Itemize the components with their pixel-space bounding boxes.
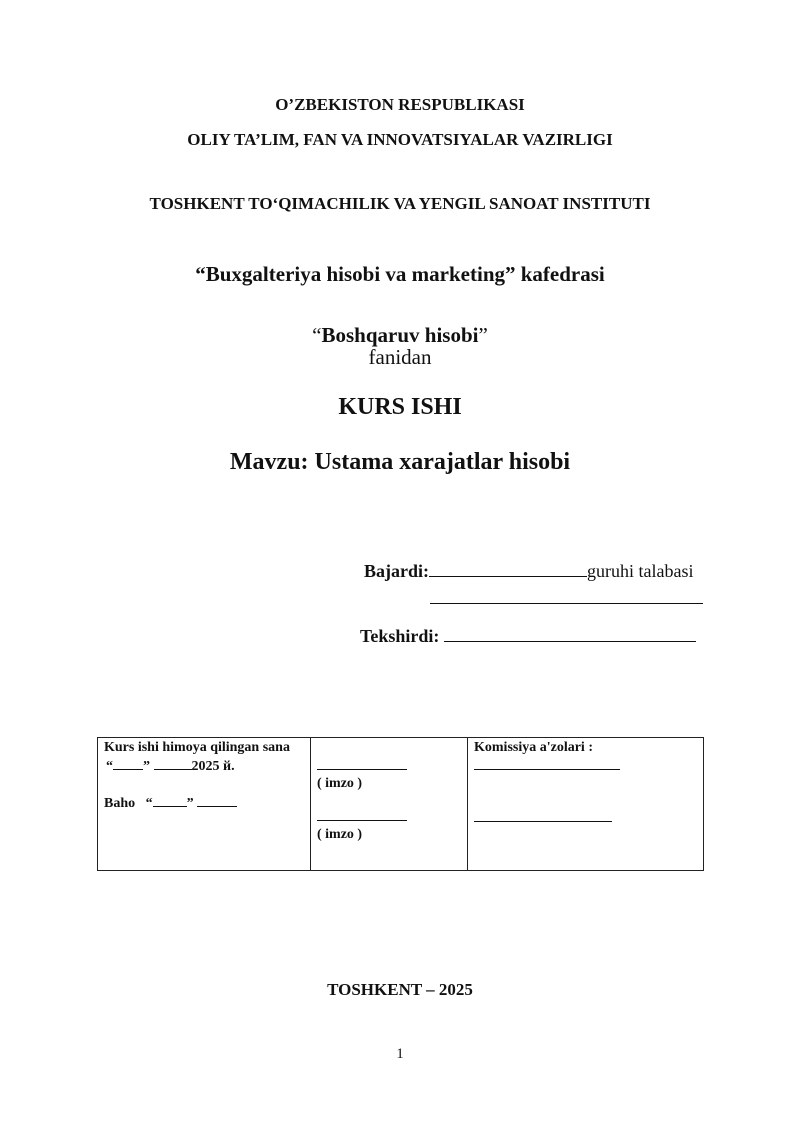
checked-blank-line [444,627,696,642]
performed-blank-line [429,562,587,577]
grade-row [104,793,304,812]
ministry-heading: OLIY TA’LIM, FAN VA INNOVATSIYALAR VAZIRLIGI [187,130,613,149]
grade-open-quote: “ [145,796,153,811]
commission-cell [468,738,704,871]
commission-line-1-row [474,756,697,775]
date-close-quote: ” [143,759,150,774]
commission-line-2-row [474,808,697,827]
signature-label-2: ( imzo ) [317,827,363,842]
grade-label: Baho [104,796,136,811]
department-title: “Buxgalteriya hisobi va marketing” kafedrasi [195,262,605,286]
republic-heading: O’ZBEKISTON RESPUBLIKASI [275,95,525,114]
defense-date-label: Kurs ishi himoya qilingan sana [104,740,290,755]
commission-label: Komissiya a'zolari : [474,740,593,755]
signature-line-1-row [317,756,461,775]
grade-line-1 [153,793,187,807]
page-number: 1 [396,1046,404,1062]
institute-heading: TOSHKENT TO‘QIMACHILIK VA YENGIL SANOAT INSTITUTI [149,194,651,213]
commission-line-2 [474,808,612,822]
defense-date-row [104,756,304,775]
signature-label-1: ( imzo ) [317,776,363,791]
signature-cell [311,738,468,871]
subject-name: Boshqaruv hisobi [321,323,479,347]
subject-suffix: fanidan [368,345,432,369]
checked-by-row [360,626,696,647]
subject-close-quote: ” [478,323,488,347]
date-day-line [113,756,143,770]
grade-line-2 [197,793,237,807]
performed-by-row [364,561,693,582]
subject-open-quote: “ [312,323,322,347]
student-name-line [430,603,703,604]
date-month-line [154,756,192,770]
commission-line-1 [474,756,620,770]
signature-line-2 [317,807,407,821]
checked-label: Tekshirdi: [360,626,440,646]
topic-title: Mavzu: Ustama xarajatlar hisobi [229,449,571,475]
performed-label: Bajardi: [364,561,429,581]
date-open-quote: “ [106,759,113,774]
work-type-title: KURS ISHI [338,394,462,420]
defense-date-cell [98,738,311,871]
footer-city-year: TOSHKENT – 2025 [327,980,473,999]
grade-close-quote: ” [186,796,194,811]
defense-year: 2025 й. [191,759,235,774]
signature-line-1 [317,756,407,770]
defense-table [97,737,704,871]
group-suffix: guruhi talabasi [587,561,694,581]
signature-line-2-row [317,807,461,826]
